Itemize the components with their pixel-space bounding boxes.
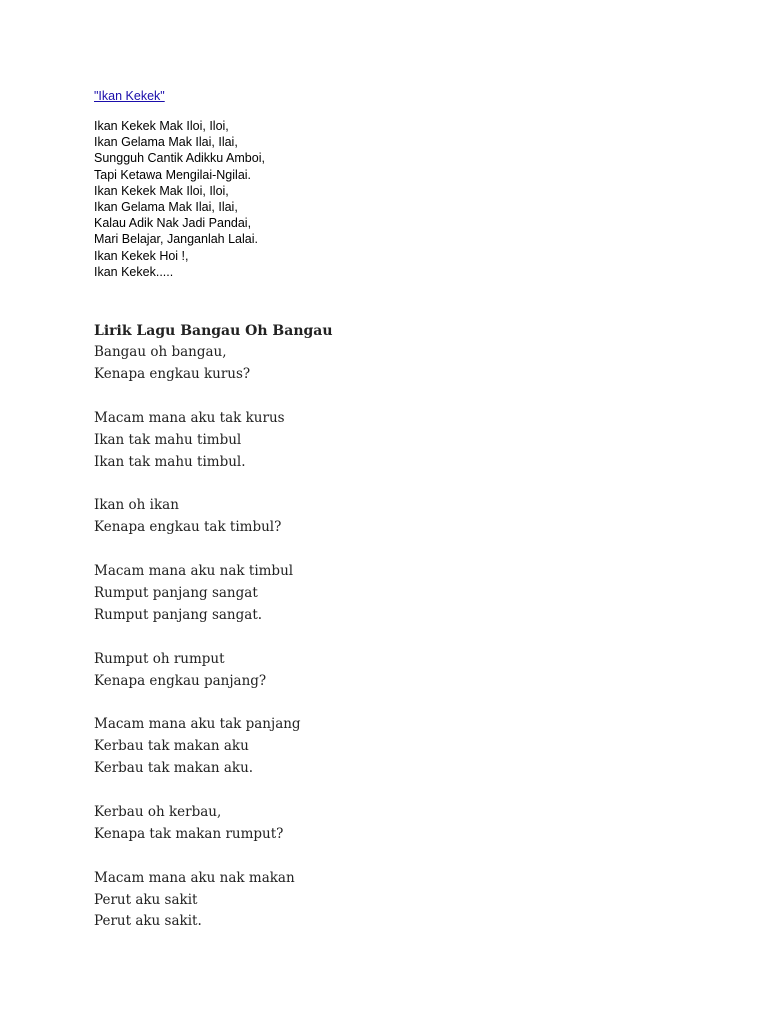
song-lyrics-bangau (94, 342, 333, 933)
lyric-line: Ikan tak mahu timbul (94, 431, 242, 448)
stanza (94, 802, 333, 846)
document-page (94, 87, 734, 930)
lyric-line: Mari Belajar, Janganlah Lalai. (94, 232, 258, 247)
lyric-line: Kenapa engkau kurus? (94, 365, 251, 382)
lyric-line: Ikan tak mahu timbul. (94, 453, 246, 470)
lyric-line: Sungguh Cantik Adikku Amboi, (94, 151, 265, 166)
lyric-line: Rumput oh rumput (94, 650, 225, 667)
stanza (94, 868, 333, 934)
lyric-line: Kenapa engkau panjang? (94, 672, 267, 689)
lyric-line: Kerbau oh kerbau, (94, 803, 222, 820)
stanza (94, 561, 333, 627)
stanza (94, 342, 333, 386)
song-section-bangau (94, 320, 333, 955)
lyric-line: Kerbau tak makan aku. (94, 760, 254, 777)
lyric-line: Ikan Gelama Mak Ilai, Ilai, (94, 135, 238, 150)
lyric-line: Macam mana aku tak kurus (94, 409, 285, 426)
lyric-line: Macam mana aku nak makan (94, 869, 295, 886)
lyric-line: Kalau Adik Nak Jadi Pandai, (94, 216, 252, 231)
lyric-line: Ikan Kekek..... (94, 264, 174, 279)
lyric-line: Kerbau tak makan aku (94, 738, 249, 755)
lyric-line: Kenapa tak makan rumput? (94, 825, 284, 842)
lyric-line: Tapi Ketawa Mengilai-Ngilai. (94, 167, 252, 182)
lyric-line: Ikan oh ikan (94, 497, 179, 514)
song-title-bangau: Lirik Lagu Bangau Oh Bangau (94, 323, 333, 339)
stanza (94, 408, 333, 474)
lyric-line: Macam mana aku nak timbul (94, 563, 294, 580)
lyric-line: Kenapa engkau tak timbul? (94, 519, 282, 536)
song-lyrics-ikan-kekek (94, 118, 734, 280)
lyric-line: Bangau oh bangau, (94, 344, 227, 360)
song-title-link-ikan-kekek[interactable]: "Ikan Kekek" (94, 89, 165, 103)
lyric-line: Ikan Kekek Mak Iloi, Iloi, (94, 183, 229, 198)
lyric-line: Perut aku sakit. (94, 913, 202, 930)
lyric-line: Ikan Kekek Hoi !, (94, 248, 189, 263)
lyric-line: Ikan Kekek Mak Iloi, Iloi, (94, 119, 229, 133)
lyric-line: Rumput panjang sangat. (94, 606, 263, 623)
lyric-line: Perut aku sakit (94, 891, 198, 908)
lyric-line: Rumput panjang sangat (94, 584, 258, 601)
stanza (94, 714, 333, 780)
stanza (94, 495, 333, 539)
lyric-line: Macam mana aku tak panjang (94, 716, 301, 733)
stanza (94, 649, 333, 693)
lyric-line: Ikan Gelama Mak Ilai, Ilai, (94, 200, 238, 215)
